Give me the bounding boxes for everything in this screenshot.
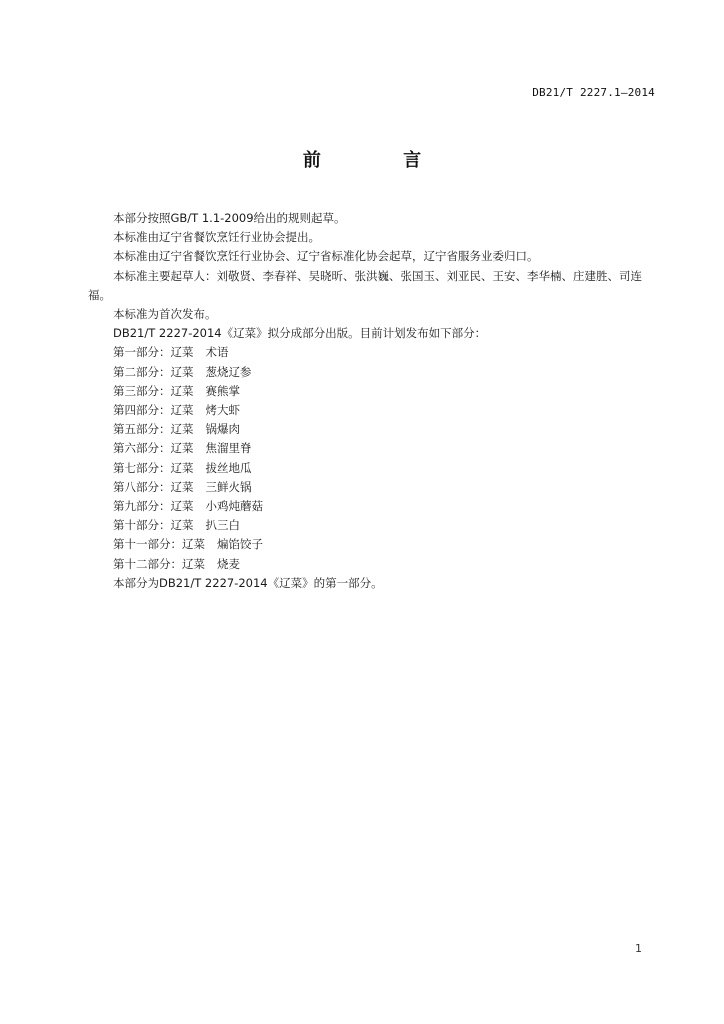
part-name: 葱烧辽参 — [205, 364, 252, 379]
part-prefix: 第二部分：辽菜 — [113, 364, 194, 379]
foreword-body — [88, 209, 658, 593]
part-prefix: 第三部分：辽菜 — [113, 383, 194, 398]
part-prefix: 第十部分：辽菜 — [113, 518, 194, 533]
paragraph-proposer: 本标准由辽宁省餐饮烹饪行业协会提出。 — [113, 230, 320, 245]
part-prefix: 第七部分：辽菜 — [113, 460, 194, 475]
part-name: 烧麦 — [217, 556, 240, 571]
part-name: 扒三白 — [205, 518, 240, 533]
paragraph-drafting-units: 本标准由辽宁省餐饮烹饪行业协会、辽宁省标准化协会起草，辽宁省服务业委归口。 — [113, 249, 539, 264]
part-name: 术语 — [205, 345, 229, 360]
list-item — [88, 382, 658, 401]
list-item — [88, 459, 658, 478]
part-prefix: 第四部分：辽菜 — [113, 403, 194, 418]
part-name: 烤大虾 — [205, 403, 240, 418]
paragraph-this-part: 本部分为DB21/T 2227-2014《辽菜》的第一部分。 — [113, 575, 383, 590]
page-number: 1 — [635, 942, 642, 955]
part-name: 焦溜里脊 — [205, 441, 252, 456]
part-name: 三鲜火锅 — [205, 479, 252, 494]
page-title: 前 言 — [302, 150, 460, 171]
part-name: 拔丝地瓜 — [205, 460, 252, 475]
list-item — [88, 497, 658, 516]
list-item — [88, 555, 658, 574]
part-prefix: 第九部分：辽菜 — [113, 499, 194, 514]
part-prefix: 第十一部分：辽菜 — [113, 537, 205, 552]
paragraph-parts-intro: DB21/T 2227-2014《辽菜》拟分成部分出版。目前计划发布如下部分： — [113, 326, 487, 341]
part-prefix: 第一部分：辽菜 — [113, 345, 194, 360]
part-name: 锅爆肉 — [205, 422, 240, 437]
part-name: 小鸡炖蘑菇 — [205, 499, 263, 514]
list-item — [88, 363, 658, 382]
part-name: 赛熊掌 — [205, 383, 240, 398]
paragraph-drafting-rules: 本部分按照GB/T 1.1-2009给出的规则起草。 — [113, 211, 346, 225]
list-item — [88, 420, 658, 439]
part-name: 煸馅饺子 — [217, 537, 263, 552]
parts-list — [88, 343, 658, 573]
list-item — [88, 343, 658, 362]
paragraph-first-release: 本标准为首次发布。 — [113, 307, 217, 322]
list-item — [88, 439, 658, 458]
list-item — [88, 401, 658, 420]
standard-code: DB21/T 2227.1—2014 — [532, 86, 655, 99]
part-prefix: 第五部分：辽菜 — [113, 422, 194, 437]
list-item — [88, 535, 658, 554]
list-item — [88, 516, 658, 535]
list-item — [88, 478, 658, 497]
part-prefix: 第十二部分：辽菜 — [113, 556, 205, 571]
part-prefix: 第八部分：辽菜 — [113, 479, 194, 494]
paragraph-drafters: 本标准主要起草人：刘敬贤、李春祥、吴晓昕、张洪巍、张国玉、刘亚民、王安、李华楠、庄建胜、司连福。 — [88, 268, 642, 302]
part-prefix: 第六部分：辽菜 — [113, 441, 194, 456]
